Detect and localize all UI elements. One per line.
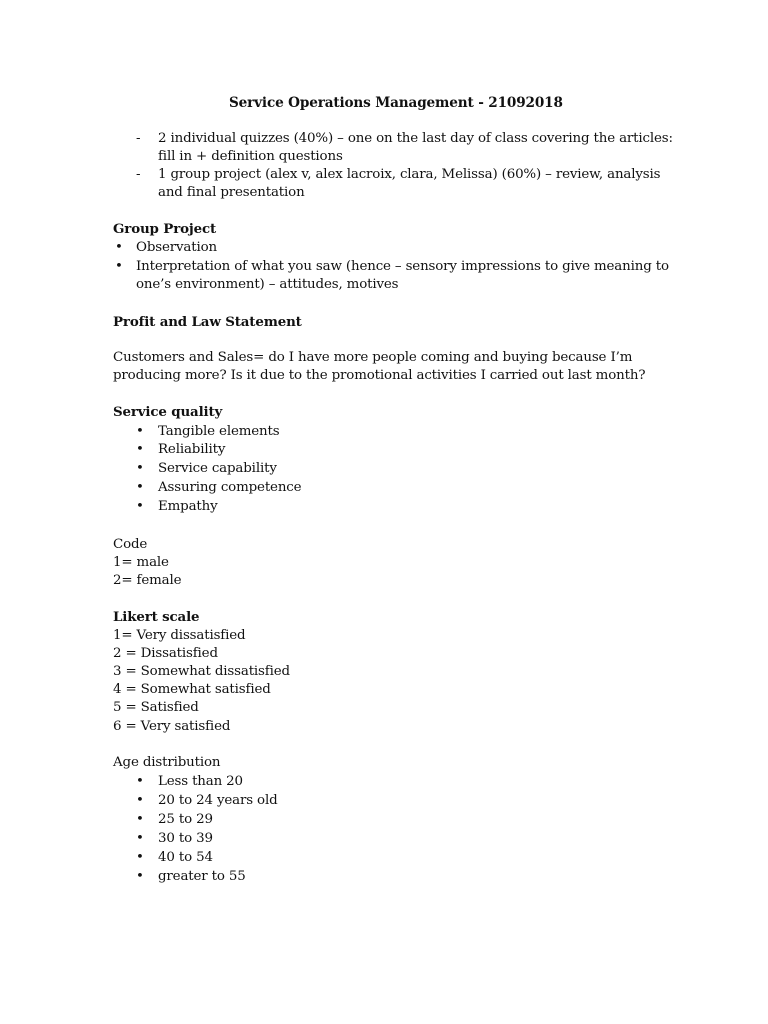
dash-marker: -: [136, 131, 141, 146]
service-quality-item: Tangible elements: [158, 424, 280, 439]
bullet-marker: •: [136, 424, 144, 439]
code-line: 2= female: [113, 573, 182, 588]
age-distribution-item: 25 to 29: [158, 812, 213, 827]
bullet-marker: •: [136, 499, 144, 514]
assessment-item-line: 1 group project (alex v, alex lacroix, clara, Melissa) (60%) – review, analysis: [158, 167, 661, 182]
likert-line: 2 = Dissatisfied: [113, 646, 218, 661]
profit-law-heading: Profit and Law Statement: [113, 314, 302, 330]
group-project-item-line: Interpretation of what you saw (hence – sensory impressions to give meaning to: [136, 259, 669, 274]
service-quality-item: Reliability: [158, 442, 226, 457]
service-quality-item: Assuring competence: [158, 480, 302, 495]
bullet-marker: •: [115, 259, 123, 274]
bullet-marker: •: [136, 793, 144, 808]
bullet-marker: •: [136, 480, 144, 495]
service-quality-item: Empathy: [158, 499, 218, 514]
age-distribution-item: Less than 20: [158, 774, 243, 789]
likert-line: 4 = Somewhat satisfied: [113, 682, 271, 697]
age-distribution-heading: Age distribution: [113, 755, 221, 770]
age-distribution-item: 20 to 24 years old: [158, 793, 278, 808]
document-title: Service Operations Management - 21092018: [229, 95, 563, 111]
code-heading: Code: [113, 537, 148, 552]
likert-heading: Likert scale: [113, 609, 200, 625]
likert-line: 3 = Somewhat dissatisfied: [113, 664, 290, 679]
customers-sales-line: producing more? Is it due to the promotional activities I carried out last month?: [113, 368, 646, 383]
assessment-item-line: fill in + definition questions: [158, 149, 343, 164]
group-project-heading: Group Project: [113, 221, 216, 237]
age-distribution-item: 30 to 39: [158, 831, 213, 846]
bullet-marker: •: [136, 850, 144, 865]
customers-sales-line: Customers and Sales= do I have more people coming and buying because I’m: [113, 350, 633, 365]
bullet-marker: •: [136, 442, 144, 457]
bullet-marker: •: [136, 812, 144, 827]
service-quality-item: Service capability: [158, 461, 277, 476]
age-distribution-item: greater to 55: [158, 869, 246, 884]
assessment-item-line: 2 individual quizzes (40%) – one on the last day of class covering the articles:: [158, 131, 673, 146]
group-project-item-line: one’s environment) – attitudes, motives: [136, 277, 399, 292]
assessment-item-line: and final presentation: [158, 185, 305, 200]
bullet-marker: •: [115, 240, 123, 255]
group-project-item-line: Observation: [136, 240, 217, 255]
age-distribution-item: 40 to 54: [158, 850, 213, 865]
likert-line: 5 = Satisfied: [113, 700, 199, 715]
likert-line: 1= Very dissatisfied: [113, 628, 246, 643]
likert-line: 6 = Very satisfied: [113, 719, 231, 734]
bullet-marker: •: [136, 831, 144, 846]
service-quality-heading: Service quality: [113, 404, 223, 420]
bullet-marker: •: [136, 461, 144, 476]
bullet-marker: •: [136, 774, 144, 789]
code-line: 1= male: [113, 555, 169, 570]
dash-marker: -: [136, 167, 141, 182]
bullet-marker: •: [136, 869, 144, 884]
